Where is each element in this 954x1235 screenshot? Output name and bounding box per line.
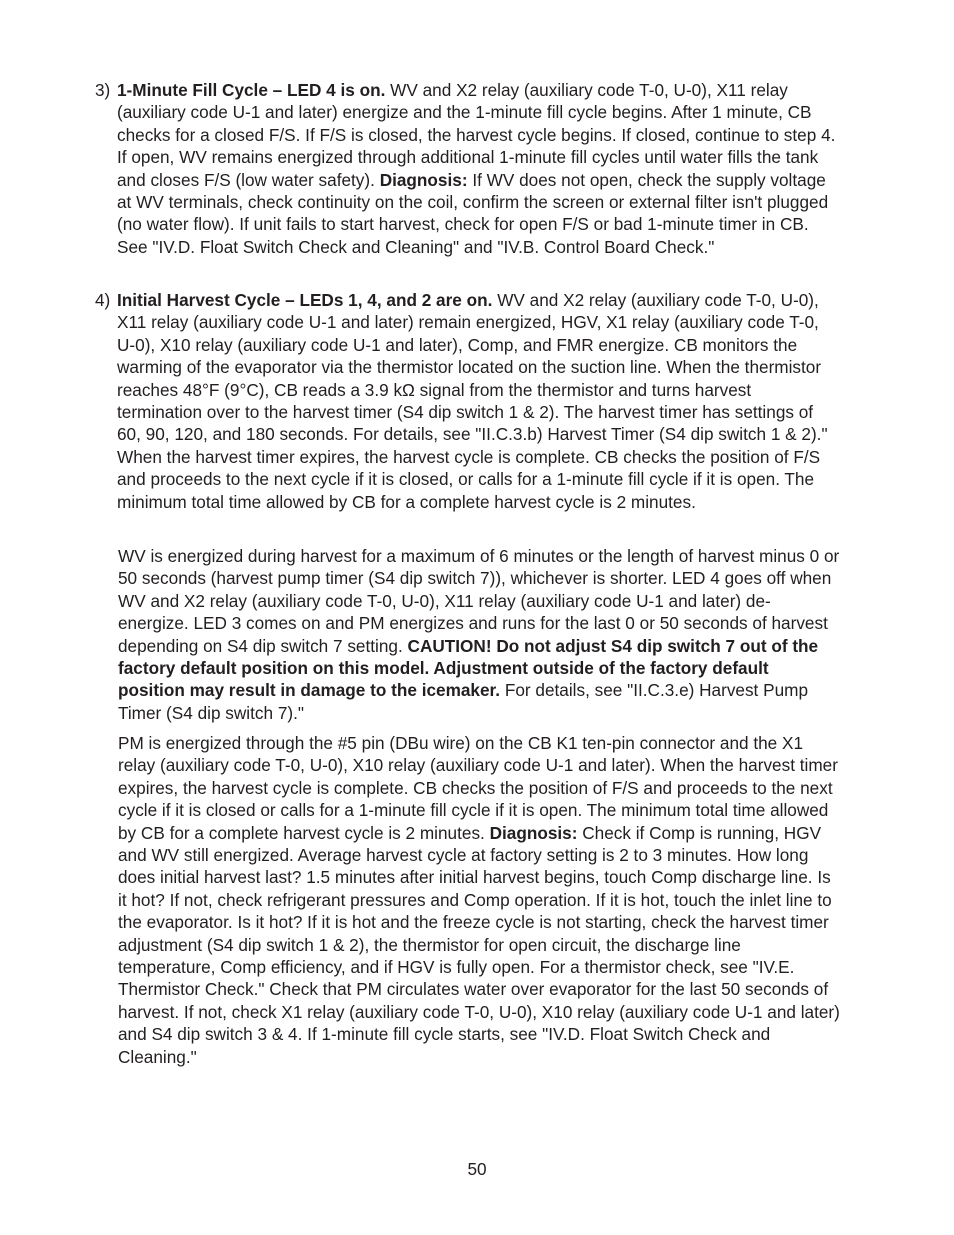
diagnosis-label: Diagnosis: — [379, 169, 468, 190]
wv-text-details: For details, see "II.C.3.e) Harvest Pump Timer (S4 dip switch 7)." — [118, 680, 809, 723]
page-number: 50 — [467, 1159, 487, 1179]
step-4 — [95, 289, 840, 513]
pm-text: PM is energized through the #5 pin (DBu wire) on the CB K1 ten-pin connector and the X1 relay (auxiliary code T-0, U-0), X10 relay (auxiliary code U-1 and later). When the harvest timer expires, the harvest cycle is complete. CB checks the position of F/S and proceeds to the next cycle if it is closed or calls for a 1-minute fill cycle if it is open. The minimum total time allowed by CB for a complete harvest cycle is 2 minutes. — [118, 733, 838, 843]
pm-paragraph — [118, 732, 840, 1068]
wv-text: WV is energized during harvest for a maximum of 6 minutes or the length of harvest minus 0 or 50 seconds (harvest pump timer (S4 dip switch 7)), whichever is shorter. LED 4 goes off when WV and X2 relay (auxiliary code T-0, U-0), X11 relay (auxiliary code U-1 and later) de-energize. LED 3 comes on and PM energizes and runs for the last 0 or 50 seconds of harvest depending on S4 dip switch 7 setting. — [118, 546, 840, 656]
wv-paragraph — [118, 545, 840, 724]
step-text: WV and X2 relay (auxiliary code T-0, U-0), X11 relay (auxiliary code U-1 and later) remain energized, HGV, X1 relay (auxiliary code T-0, U-0), X10 relay (auxiliary code U-1 and later), Comp, and FMR energize. CB monitors the warming of the evaporator via the thermistor located on the suction line. When the thermistor reaches 48°F (9°C), CB reads a 3.9 kΩ signal from the thermistor and turns harvest termination over to the harvest timer (S4 dip switch 1 & 2). The harvest timer has settings of 60, 90, 120, and 180 seconds. For details, see "II.C.3.b) Harvest Timer (S4 dip switch 1 & 2)." When the harvest timer expires, the harvest cycle is complete. CB checks the position of F/S and proceeds to the next cycle if it is closed, or calls for a 1-minute fill cycle if it is open. The minimum total time allowed by CB for a complete harvest cycle is 2 minutes. — [117, 290, 828, 512]
diagnosis-text: If WV does not open, check the supply voltage at WV terminals, check continuity on the coil, confirm the screen or external filter isn't plugged (no water flow). If unit fails to start harvest, check for open F/S or bad 1-minute timer in CB. See "IV.D. Float Switch Check and Cleaning" and "IV.B. Control Board Check." — [117, 169, 829, 257]
caution-warning: CAUTION! Do not adjust S4 dip switch 7 out of the factory default position on this model. Adjustment outside of the factory default position may result in damage to the icemaker. — [118, 635, 819, 701]
step-3 — [95, 79, 840, 258]
step-number: 4) — [95, 290, 111, 310]
step-body — [117, 289, 840, 513]
step-number: 3) — [95, 80, 111, 100]
diagnosis-label: Diagnosis: — [489, 822, 578, 843]
step-heading: Initial Harvest Cycle – LEDs 1, 4, and 2 are on. — [117, 290, 493, 310]
step-body — [117, 79, 840, 258]
step-paragraph — [117, 79, 840, 258]
diagnosis-text: Check if Comp is running, HGV and WV still energized. Average harvest cycle at factory setting is 2 to 3 minutes. How long does initial harvest last? 1.5 minutes after initial harvest begins, touch Comp discharge line. Is it hot? If not, check refrigerant pressures and Comp operation. If it is hot, touch the inlet line to the evaporator. Is it hot? If it is hot and the freeze cycle is not starting, check the harvest timer adjustment (S4 dip switch 1 & 2), the thermistor for open circuit, the discharge line temperature, Comp efficiency, and if HGV is fully open. For a thermistor check, see "IV.E. Thermistor Check." Check that PM circulates water over evaporator for the last 50 seconds of harvest. If not, check X1 relay (auxiliary code T-0, U-0), X10 relay (auxiliary code U-1 and later) and S4 dip switch 3 & 4. If 1-minute fill cycle starts, see "IV.D. Float Switch Check and Cleaning." — [118, 822, 840, 1067]
step-text: WV and X2 relay (auxiliary code T-0, U-0), X11 relay (auxiliary code U-1 and later) energize and the 1-minute fill cycle begins. After 1 minute, CB checks for a closed F/S. If F/S is closed, the harvest cycle begins. If closed, continue to step 4. If open, WV remains energized through additional 1-minute fill cycles until water fills the tank and closes F/S (low water safety). — [117, 80, 836, 190]
step-paragraph — [117, 289, 840, 513]
step-heading: 1-Minute Fill Cycle – LED 4 is on. — [117, 80, 386, 100]
